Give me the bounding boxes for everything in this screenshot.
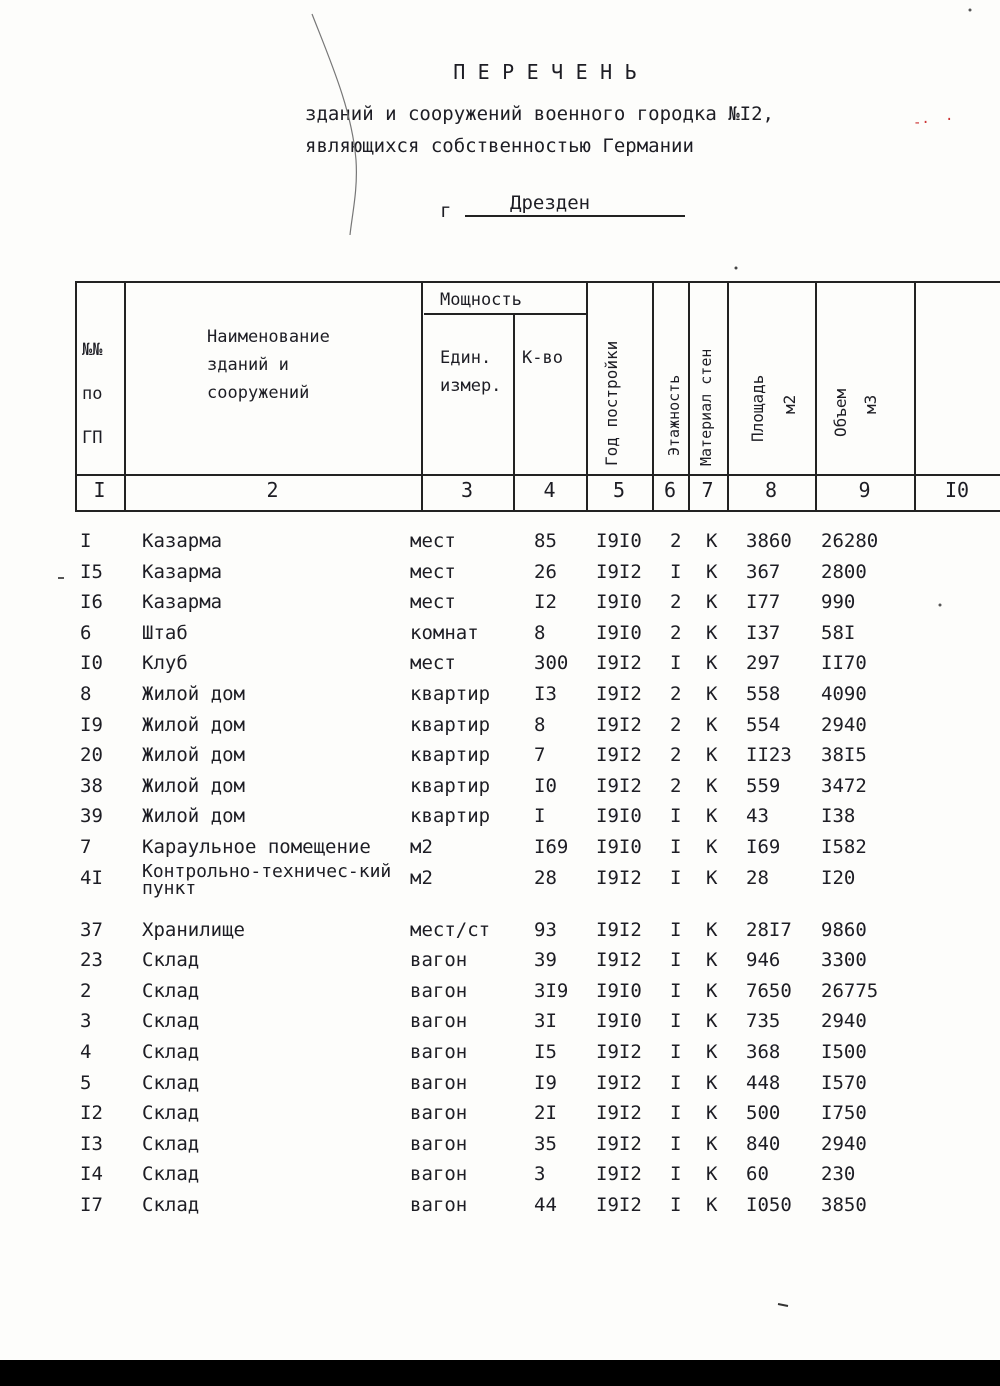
cell-volume: 230: [821, 1163, 856, 1186]
header-name-line: зданий и: [207, 355, 289, 375]
cell-material: К: [706, 1071, 718, 1094]
cell-name: Склад: [142, 1102, 200, 1125]
cell-material: К: [706, 1040, 718, 1063]
cell-material: К: [706, 621, 718, 644]
cell-year: I9I2: [596, 866, 642, 889]
cell-material: К: [706, 979, 718, 1002]
cell-unit: мест: [410, 652, 456, 675]
cell-area: 28I7: [746, 918, 792, 941]
cell-material: К: [706, 530, 718, 552]
cell-name: Контрольно-техничес-кий пункт: [142, 860, 392, 899]
cell-qty: 26: [534, 560, 557, 583]
cell-year: I9I2: [596, 774, 642, 797]
cell-number: I: [80, 530, 92, 552]
cell-unit: вагон: [410, 1163, 468, 1186]
cell-qty: 3: [534, 1163, 546, 1186]
cell-material: К: [706, 774, 718, 797]
cell-qty: 39: [534, 949, 557, 972]
cell-floors: I: [670, 1132, 682, 1155]
cell-unit: мест: [410, 591, 456, 614]
cell-name: Казарма: [142, 560, 223, 583]
cell-floors: I: [670, 560, 682, 583]
cell-material: К: [706, 591, 718, 614]
cell-volume: 2800: [821, 560, 867, 583]
red-mark: -·: [913, 115, 930, 131]
cell-unit: вагон: [410, 1071, 468, 1094]
cell-floors: 2: [670, 621, 682, 644]
column-number: I: [93, 478, 106, 502]
header-material: Материал стен: [697, 348, 715, 466]
speck: [969, 9, 972, 12]
cell-qty: 85: [534, 530, 557, 552]
header-floors: Этажность: [665, 374, 683, 456]
cell-number: 6: [80, 621, 92, 644]
cell-number: I0: [80, 652, 103, 675]
cell-year: I9I2: [596, 560, 642, 583]
cell-name: Жилой дом: [142, 682, 245, 705]
cell-year: I9I2: [596, 744, 642, 767]
cell-area: 448: [746, 1071, 781, 1094]
header-unit-line: измер.: [440, 376, 502, 396]
cell-qty: 35: [534, 1132, 557, 1155]
cell-volume: I500: [821, 1040, 867, 1063]
cell-material: К: [706, 1132, 718, 1155]
cell-volume: 26775: [821, 979, 879, 1002]
cell-qty: 3I: [534, 1010, 557, 1033]
cell-area: 735: [746, 1010, 781, 1033]
cell-material: К: [706, 866, 718, 889]
cell-volume: 2940: [821, 1132, 867, 1155]
cell-number: I9: [80, 713, 103, 736]
cell-volume: 2940: [821, 713, 867, 736]
column-number: 8: [764, 478, 778, 502]
cell-number: 20: [80, 744, 103, 767]
cell-qty: 7: [534, 744, 546, 767]
cell-unit: квартир: [410, 713, 491, 736]
cell-volume: II70: [821, 652, 867, 675]
cell-unit: вагон: [410, 1132, 468, 1155]
cell-floors: 2: [670, 774, 682, 797]
cell-qty: I2: [534, 591, 557, 614]
cell-area: 558: [746, 682, 781, 705]
cell-year: I9I0: [596, 805, 642, 828]
cell-number: I4: [80, 1163, 103, 1186]
cell-material: К: [706, 918, 718, 941]
cell-area: 60: [746, 1163, 769, 1186]
cell-area: I69: [746, 835, 781, 858]
column-number: 6: [663, 478, 677, 502]
cell-year: I9I2: [596, 1163, 642, 1186]
cell-area: I050: [746, 1193, 792, 1216]
cell-number: 39: [80, 805, 103, 828]
cell-unit: вагон: [410, 949, 468, 972]
header-capacity: Мощность: [440, 290, 522, 310]
cell-name: Склад: [142, 949, 200, 972]
cell-name: Жилой дом: [142, 713, 245, 736]
cell-floors: 2: [670, 744, 682, 767]
cell-number: 4: [80, 1040, 92, 1063]
cell-floors: I: [670, 1163, 682, 1186]
speck: [939, 604, 942, 607]
cell-name: Склад: [142, 1040, 200, 1063]
cell-floors: I: [670, 1010, 682, 1033]
document-title: П Е Р Е Ч Е Н Ь: [453, 60, 637, 84]
cell-unit: вагон: [410, 1102, 468, 1125]
cell-unit: мест: [410, 530, 456, 552]
cell-number: I3: [80, 1132, 103, 1155]
cell-qty: I0: [534, 774, 557, 797]
cell-year: I9I0: [596, 835, 642, 858]
cell-name: Хранилище: [142, 918, 245, 941]
cell-volume: I20: [821, 866, 856, 889]
cell-year: I9I2: [596, 949, 642, 972]
cell-number: 4I: [80, 866, 103, 889]
cell-volume: I582: [821, 835, 867, 858]
cell-material: К: [706, 1102, 718, 1125]
fold-crease: [312, 14, 356, 235]
cell-year: I9I2: [596, 1102, 642, 1125]
column-number: 9: [858, 478, 871, 502]
cell-qty: I9: [534, 1071, 557, 1094]
cell-year: I9I2: [596, 1040, 642, 1063]
cell-unit: квартир: [410, 682, 491, 705]
cell-area: 368: [746, 1040, 781, 1063]
document-subtitle-line2: являющихся собственностью Германии: [305, 135, 694, 157]
cell-floors: I: [670, 949, 682, 972]
header-number-line: по: [82, 384, 103, 404]
cell-volume: 38I5: [821, 744, 867, 767]
cell-qty: I: [534, 805, 546, 828]
cell-unit: квартир: [410, 744, 491, 767]
cell-name: Склад: [142, 1010, 200, 1033]
cell-material: К: [706, 835, 718, 858]
cell-area: 7650: [746, 979, 792, 1002]
cell-floors: I: [670, 1071, 682, 1094]
cell-qty: 2I: [534, 1102, 557, 1125]
cell-material: К: [706, 560, 718, 583]
cell-area: 946: [746, 949, 781, 972]
cell-year: I9I2: [596, 713, 642, 736]
cell-number: I2: [80, 1102, 103, 1125]
cell-floors: I: [670, 1040, 682, 1063]
header-area-title: Площадь: [748, 374, 767, 442]
cell-floors: I: [670, 1193, 682, 1216]
header-volume-unit: м3: [861, 394, 880, 414]
cell-floors: 2: [670, 591, 682, 614]
cell-floors: I: [670, 805, 682, 828]
cell-unit: м2: [410, 866, 433, 889]
cell-name: Клуб: [142, 652, 188, 675]
cell-unit: комнат: [410, 621, 479, 644]
header-number-line: №№: [82, 340, 103, 360]
cell-material: К: [706, 1010, 718, 1033]
cell-year: I9I2: [596, 918, 642, 941]
column-number: 2: [266, 478, 279, 502]
cell-unit: вагон: [410, 1010, 468, 1033]
cell-area: I37: [746, 621, 781, 644]
red-mark: ·: [945, 112, 954, 128]
cell-floors: I: [670, 1102, 682, 1125]
cell-qty: 8: [534, 621, 546, 644]
cell-qty: 93: [534, 918, 557, 941]
cell-unit: квартир: [410, 805, 491, 828]
cell-qty: I69: [534, 835, 569, 858]
cell-number: 3: [80, 1010, 92, 1033]
cell-qty: 44: [534, 1193, 557, 1216]
cell-volume: I750: [821, 1102, 867, 1125]
cell-material: К: [706, 1163, 718, 1186]
cell-floors: 2: [670, 713, 682, 736]
cell-number: 7: [80, 835, 92, 858]
cell-volume: I570: [821, 1071, 867, 1094]
speck: [778, 1304, 788, 1306]
cell-volume: 3300: [821, 949, 867, 972]
cell-number: 8: [80, 682, 92, 705]
cell-number: I6: [80, 591, 103, 614]
cell-floors: I: [670, 835, 682, 858]
cell-material: К: [706, 744, 718, 767]
cell-volume: 3850: [821, 1193, 867, 1216]
column-number: 7: [701, 478, 714, 502]
cell-number: I5: [80, 560, 103, 583]
header-year: Год постройки: [602, 340, 621, 466]
cell-unit: мест/ст: [410, 918, 491, 941]
cell-number: 5: [80, 1071, 92, 1094]
column-number: 3: [460, 478, 474, 502]
cell-area: I77: [746, 591, 781, 614]
header-area-unit: м2: [780, 394, 799, 414]
cell-number: I7: [80, 1193, 103, 1216]
cell-floors: I: [670, 979, 682, 1002]
cell-year: I9I2: [596, 1132, 642, 1155]
cell-qty: 8: [534, 713, 546, 736]
column-number: I0: [944, 478, 970, 502]
cell-volume: 3472: [821, 774, 867, 797]
cell-unit: вагон: [410, 1040, 468, 1063]
cell-name: Казарма: [142, 591, 223, 614]
cell-area: 297: [746, 652, 781, 675]
cell-material: К: [706, 949, 718, 972]
cell-volume: I38: [821, 805, 856, 828]
cell-number: 38: [80, 774, 103, 797]
cell-unit: вагон: [410, 979, 468, 1002]
cell-volume: 4090: [821, 682, 867, 705]
cell-name: Жилой дом: [142, 744, 245, 767]
cell-area: 500: [746, 1102, 781, 1125]
city-value: Дрезден: [510, 192, 591, 214]
cell-volume: 26280: [821, 530, 879, 552]
cell-volume: 9860: [821, 918, 867, 941]
cell-area: 367: [746, 560, 781, 583]
cell-floors: 2: [670, 682, 682, 705]
cell-year: I9I2: [596, 1071, 642, 1094]
header-volume-title: Объем: [831, 388, 850, 437]
cell-unit: квартир: [410, 774, 491, 797]
cell-area: 840: [746, 1132, 781, 1155]
cell-area: 554: [746, 713, 781, 736]
cell-area: 43: [746, 805, 769, 828]
cell-floors: I: [670, 918, 682, 941]
cell-year: I9I0: [596, 621, 642, 644]
cell-name: Караульное помещение: [142, 835, 371, 858]
header-name-line: сооружений: [207, 383, 310, 403]
cell-volume: 990: [821, 591, 856, 614]
cell-year: I9I2: [596, 1193, 642, 1216]
cell-area: 559: [746, 774, 781, 797]
cell-qty: 300: [534, 652, 569, 675]
cell-year: I9I0: [596, 1010, 642, 1033]
scan-bottom-edge: [0, 1360, 1000, 1386]
cell-volume: 2940: [821, 1010, 867, 1033]
cell-year: I9I0: [596, 591, 642, 614]
cell-area: 28: [746, 866, 769, 889]
cell-unit: вагон: [410, 1193, 468, 1216]
cell-number: 23: [80, 949, 103, 972]
cell-qty: I5: [534, 1040, 557, 1063]
cell-unit: м2: [410, 835, 433, 858]
cell-qty: 28: [534, 866, 557, 889]
cell-name: Казарма: [142, 530, 223, 552]
header-unit-line: Един.: [440, 348, 492, 368]
document-subtitle-line1: зданий и сооружений военного городка №I2,: [305, 103, 774, 125]
column-number: 4: [543, 478, 556, 502]
cell-volume: 58I: [821, 621, 856, 644]
cell-area: II23: [746, 744, 792, 767]
cell-number: 37: [80, 918, 103, 941]
speck: [735, 267, 738, 270]
cell-name: Штаб: [142, 621, 188, 644]
column-number: 5: [612, 478, 626, 502]
cell-unit: мест: [410, 560, 456, 583]
cell-floors: I: [670, 866, 682, 889]
cell-area: 3860: [746, 530, 792, 552]
cell-name: Жилой дом: [142, 774, 245, 797]
cell-floors: 2: [670, 530, 682, 552]
cell-name: Жилой дом: [142, 805, 245, 828]
cell-name: Склад: [142, 979, 200, 1002]
cell-name: Склад: [142, 1163, 200, 1186]
header-qty: К-во: [522, 348, 563, 368]
cell-year: I9I0: [596, 979, 642, 1002]
cell-year: I9I0: [596, 530, 642, 552]
cell-year: I9I2: [596, 682, 642, 705]
cell-number: 2: [80, 979, 92, 1002]
cell-qty: 3I9: [534, 979, 569, 1002]
cell-name: Склад: [142, 1193, 200, 1216]
cell-material: К: [706, 652, 718, 675]
cell-name: Склад: [142, 1071, 200, 1094]
cell-material: К: [706, 713, 718, 736]
cell-year: I9I2: [596, 652, 642, 675]
cell-material: К: [706, 805, 718, 828]
header-name-line: Наименование: [207, 327, 330, 347]
cell-qty: I3: [534, 682, 557, 705]
header-number-line: ГП: [82, 428, 103, 448]
city-label: г: [440, 200, 452, 222]
cell-material: К: [706, 682, 718, 705]
cell-material: К: [706, 1193, 718, 1216]
cell-name: Склад: [142, 1132, 200, 1155]
cell-floors: I: [670, 652, 682, 675]
